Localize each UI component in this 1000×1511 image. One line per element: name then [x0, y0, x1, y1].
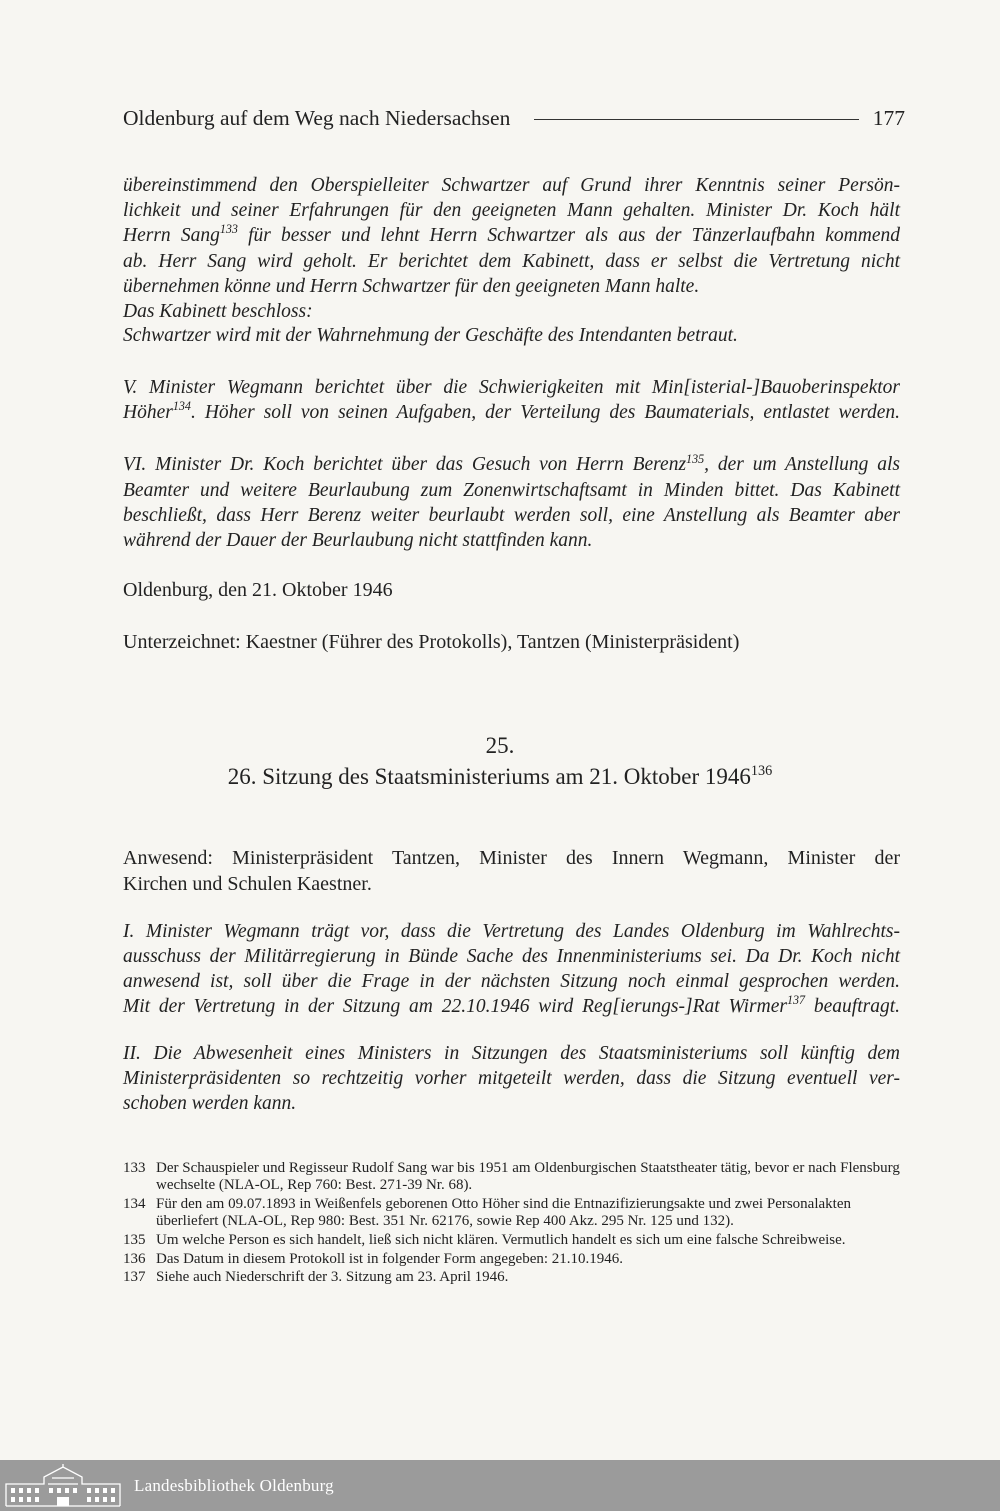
text-line: übereinstimmend den Oberspielleiter Schwartzer auf Grund ihrer Kenntnis seiner Persön-: [123, 175, 900, 196]
footnote-text: Für den am 09.07.1893 in Weißenfels geborenen Otto Höher sind die Entnazifizierungsakte und zwei Personalakten überliefert (NLA-OL, Rep 980: Best. 351 Nr. 62176, sowie Rep 400 Akz. 295 Nr. 125 und 132).: [156, 1195, 851, 1230]
running-head: [123, 103, 905, 133]
footnote: [123, 1160, 900, 1194]
text-run: Herrn Sang: [123, 224, 220, 246]
section-number: 25.: [485, 733, 515, 758]
library-footer-bar: [0, 1460, 1000, 1511]
text-line: [123, 401, 900, 427]
library-name: Landesbibliothek Oldenburg: [134, 1475, 334, 1495]
paragraph-item-i: [123, 920, 900, 1021]
text-line: Ministerpräsidenten so rechtzeitig vorher mitgeteilt werden, dass die Sitzung eventuell ver-: [123, 1067, 900, 1089]
footnote-text: Das Datum in diesem Protokoll ist in folgender Form angegeben: 21.10.1946.: [156, 1250, 624, 1267]
footnote: [123, 1232, 900, 1249]
footnote-number: 133: [123, 1160, 146, 1176]
paragraph-item-ii: [123, 1042, 900, 1117]
text-line: V. Minister Wegmann berichtet über die Schwierigkeiten mit Min[isterial-]Bauoberinspektor: [123, 377, 900, 398]
text-run: . Höher soll von seinen Aufgaben, der Verteilung des Baumaterials, entlastet werden.: [190, 401, 900, 423]
text-run: für besser und lehnt Herrn Schwartzer als aus der Tänzerlaufbahn kommend: [237, 224, 900, 246]
text-run: , der um Anstellung als: [704, 454, 900, 475]
footnote-ref-137: 137: [786, 993, 806, 1008]
paragraph-item-vi: [123, 453, 900, 554]
footnote: [123, 1196, 900, 1230]
text-line: [123, 995, 900, 1021]
text-line: ab. Herr Sang wird geholt. Er berichtet dem Kabinett, dass er selbst die Vertretung nicht: [123, 250, 900, 272]
text-line: beschließt, dass Herr Berenz weiter beurlaubt werden soll, eine Anstellung als Beamter aber: [123, 504, 900, 526]
text-line: ausschuss der Militärregierung in Bünde Sache des Innenministeriums sei. Da Dr. Koch nicht: [123, 945, 900, 967]
footnote-text: Siehe auch Niederschrift der 3. Sitzung am 23. April 1946.: [156, 1269, 509, 1286]
text-run: beauftragt.: [805, 995, 900, 1017]
paragraph-item-v: [123, 376, 900, 427]
text-line: I. Minister Wegmann trägt vor, dass die Vertretung des Landes Oldenburg im Wahlrechts-: [123, 921, 900, 942]
text-line: anwesend ist, soll über die Frage in der nächsten Sitzung noch einmal gesprochen werden.: [123, 970, 900, 992]
footnote-ref-133: 133: [219, 222, 238, 237]
text-run: Mit der Vertretung in der Sitzung am 22.10.1946 wird Reg[ierungs-]Rat Wirmer: [123, 995, 787, 1017]
resolution-line: Schwartzer wird mit der Wahrnehmung der Geschäfte des Intendanten betraut.: [123, 325, 738, 347]
footnote-text: Der Schauspieler und Regisseur Rudolf Sang war bis 1951 am Oldenburgischen Staatstheater tätig, bevor er nach Flensburg wechselte (NLA-OL, Rep 760: Best. 271-39 Nr. 68).: [156, 1160, 900, 1194]
footnotes: [123, 1160, 900, 1288]
page-number: 177: [872, 105, 905, 130]
section-title-text: 26. Sitzung des Staatsministeriums am 21. Oktober 1946: [227, 764, 751, 789]
section-title: [0, 764, 1000, 790]
attendance-paragraph: [123, 845, 900, 897]
footnote: [123, 1251, 900, 1268]
text-line: [123, 453, 900, 479]
signature-line: Unterzeichnet: Kaestner (Führer des Protokolls), Tantzen (Ministerpräsident): [123, 631, 740, 653]
footnote-ref-136: 136: [750, 763, 773, 780]
library-building-logo-icon: [4, 1464, 122, 1508]
text-line: übernehmen könne und Herrn Schwartzer für den geeigneten Mann halte.: [123, 275, 700, 297]
text-line: Beamter und weitere Beurlaubung zum Zonenwirtschaftsamt in Minden bittet. Das Kabinett: [123, 479, 900, 501]
footnote: [123, 1269, 900, 1286]
footnote-number: 135: [123, 1231, 146, 1248]
place-date: Oldenburg, den 21. Oktober 1946: [123, 579, 393, 601]
text-run: Höher: [123, 401, 173, 423]
footnote-number: 136: [123, 1250, 146, 1267]
text-line: II. Die Abwesenheit eines Ministers in Sitzungen des Staatsministeriums soll künftig dem: [123, 1043, 900, 1064]
running-title: Oldenburg auf dem Weg nach Niedersachsen: [123, 105, 511, 130]
footnote-number: 137: [123, 1269, 146, 1286]
text-line: lichkeit und seiner Erfahrungen für den geeigneten Mann gehalten. Minister Dr. Koch hält: [123, 199, 900, 221]
text-line: während der Dauer der Beurlaubung nicht stattfinden kann.: [123, 529, 593, 551]
footnote-text: Um welche Person es sich handelt, ließ sich nicht klären. Vermutlich handelt es sich um eine falsche Schreibweise.: [156, 1231, 846, 1248]
footnote-ref-134: 134: [172, 399, 191, 414]
footnote-ref-135: 135: [686, 451, 705, 466]
footnote-number: 134: [123, 1195, 146, 1212]
text-run: VI. Minister Dr. Koch berichtet über das Gesuch von Herrn Berenz: [123, 454, 687, 475]
text-line: Anwesend: Ministerpräsident Tantzen, Minister des Innern Wegmann, Minister der: [123, 847, 900, 869]
text-line: Kirchen und Schulen Kaestner.: [123, 873, 372, 895]
header-rule: [534, 119, 858, 120]
text-line: [123, 224, 900, 250]
text-line: schoben werden kann.: [123, 1092, 297, 1114]
text-line: Das Kabinett beschloss:: [123, 300, 313, 322]
paragraph-theatre-intendant: [123, 174, 900, 349]
